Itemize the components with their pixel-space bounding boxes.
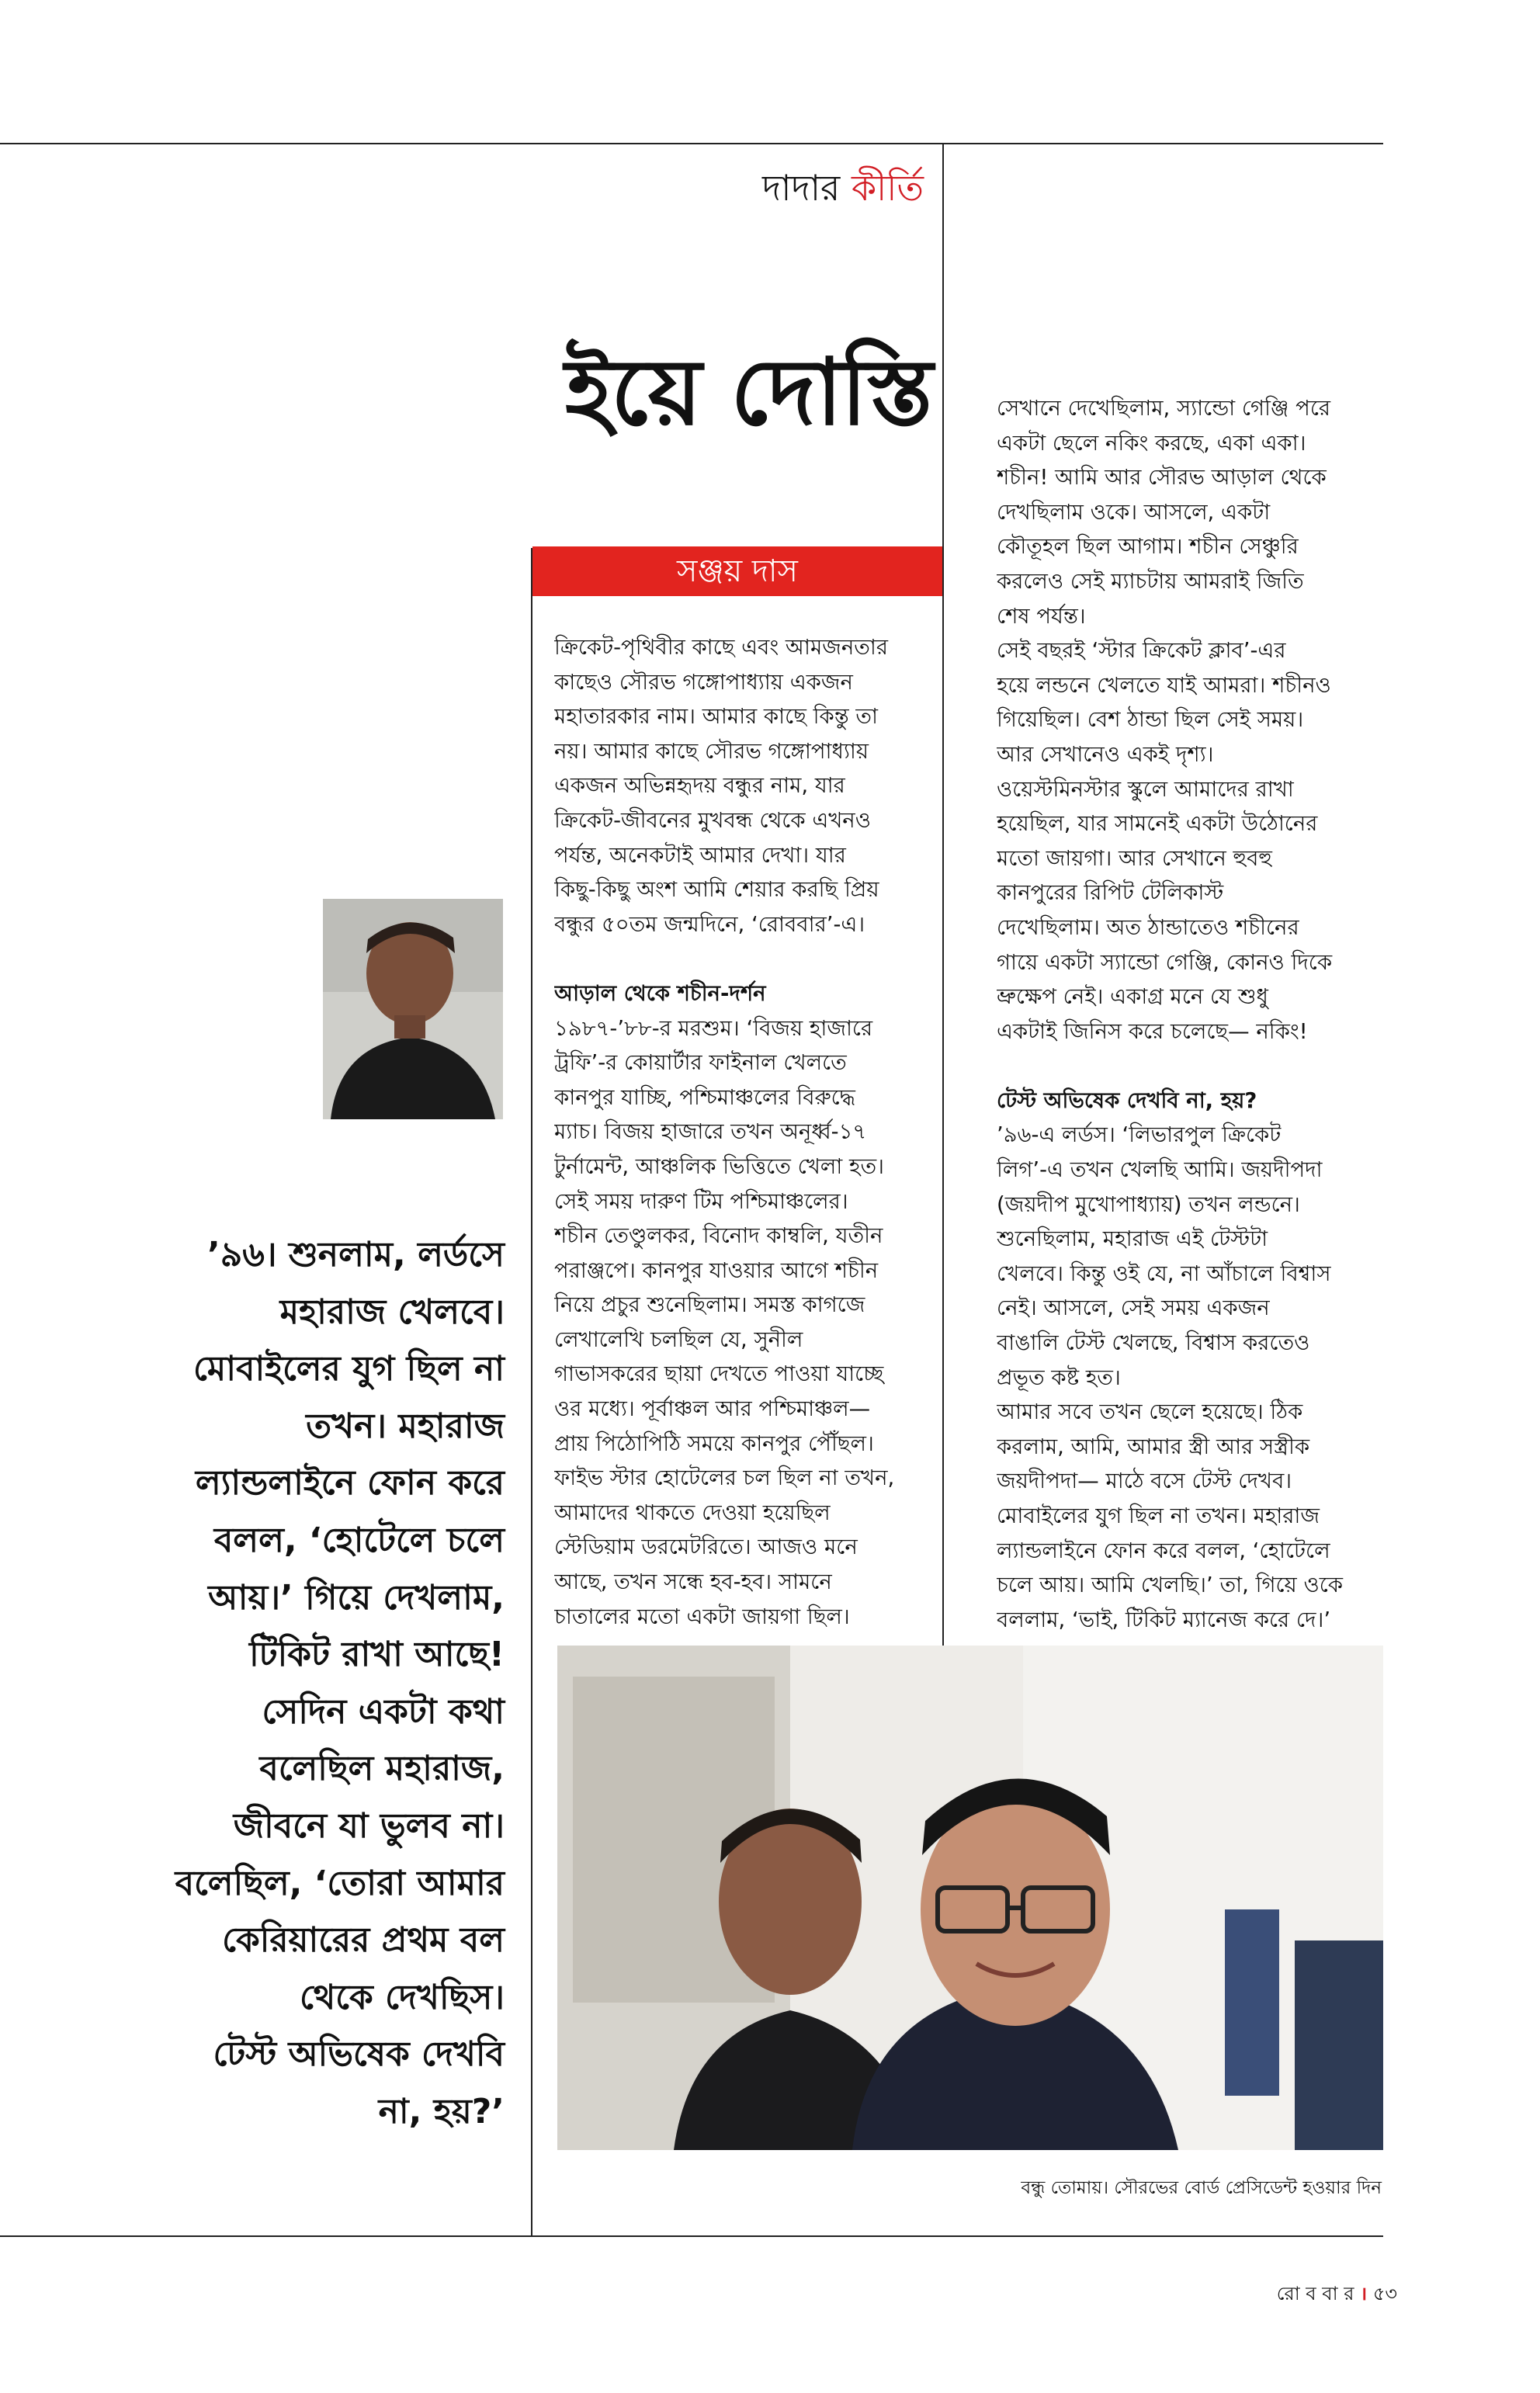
body-line: করলেও সেই ম্যাচটায় আমরাই জিতি xyxy=(997,568,1304,594)
body-line: সেখানে দেখেছিলাম, স্যান্ডো গেঞ্জি পরে xyxy=(997,396,1330,421)
subheading: টেস্ট অভিষেক দেখবি না, হয়? xyxy=(997,1087,1257,1113)
pull-quote-line: তখন। মহারাজ xyxy=(306,1406,505,1446)
body-line: আমার সবে তখন ছেলে হয়েছে। ঠিক xyxy=(997,1399,1303,1425)
article-headline: ইয়ে দোস্তি xyxy=(564,338,931,446)
article-column-1 xyxy=(554,630,925,1634)
body-line: পর্যন্ত, অনেকটাই আমার দেখা। যার xyxy=(554,842,846,868)
body-line: ল্যান্ডলাইনে ফোন করে বলল, ‘হোটেলে xyxy=(997,1538,1330,1563)
byline: সঞ্জয় দাস xyxy=(532,546,942,596)
body-line: নিয়ে প্রচুর শুনেছিলাম। সমস্ত কাগজে xyxy=(554,1292,865,1318)
pull-quote-line: বলেছিল, ‘তোরা আমার xyxy=(175,1863,505,1903)
top-rule xyxy=(0,143,1383,144)
body-line: লেখালেখি চলছিল যে, সুনীল xyxy=(554,1327,803,1352)
pull-quote-line: টেস্ট অভিষেক দেখবি xyxy=(213,2034,505,2075)
body-line: কাছেও সৌরভ গঙ্গোপাধ্যায় একজন xyxy=(554,669,853,695)
pull-quote-line: কেরিয়ারের প্রথম বল xyxy=(222,1920,505,1961)
body-line: একটাই জিনিস করে চলেছে— নকিং! xyxy=(997,1018,1308,1044)
body-line: লিগ’-এ তখন খেলছি আমি। জয়দীপদা xyxy=(997,1157,1323,1183)
body-line: ট্রফি’-র কোয়ার্টার ফাইনাল খেলতে xyxy=(554,1050,847,1076)
photo-image xyxy=(557,1646,1383,2150)
body-line: দেখছিলাম ওকে। আসলে, একটা xyxy=(997,499,1271,525)
body-line: গাভাসকরের ছায়া দেখতে পাওয়া যাচ্ছে xyxy=(554,1361,884,1387)
body-line: গায়ে একটা স্যান্ডো গেঞ্জি, কোনও দিকে xyxy=(997,949,1333,975)
pull-quote-line: মহারাজ খেলবে। xyxy=(279,1292,505,1332)
pull-quote-line: মোবাইলের যুগ ছিল না xyxy=(192,1349,505,1389)
footer-separator: । xyxy=(1360,2283,1368,2305)
body-line: বন্ধুর ৫০তম জন্মদিনে, ‘রোববার’-এ। xyxy=(554,911,865,937)
body-line: হয়ে লন্ডনে খেলতে যাই আমরা। শচীনও xyxy=(997,672,1331,698)
main-photo xyxy=(557,1646,1383,2150)
body-line: ম্যাচ। বিজয় হাজারে তখন অনূর্ধ্ব-১৭ xyxy=(554,1119,867,1145)
page-footer xyxy=(1203,2280,1397,2307)
body-line: শুনেছিলাম, মহারাজ এই টেস্টটা xyxy=(997,1226,1268,1252)
pull-quote-line: আয়।’ গিয়ে দেখলাম, xyxy=(208,1577,505,1618)
body-line: সেই সময় দারুণ টিম পশ্চিমাঞ্চলের। xyxy=(554,1188,848,1214)
body-line xyxy=(554,942,925,976)
bottom-rule xyxy=(0,2235,1383,2237)
body-line: কিছু-কিছু অংশ আমি শেয়ার করছি প্রিয় xyxy=(554,877,879,903)
portrait-image xyxy=(323,899,503,1119)
body-line: নয়। আমার কাছে সৌরভ গঙ্গোপাধ্যায় xyxy=(554,738,869,764)
body-line: নেই। আসলে, সেই সময় একজন xyxy=(997,1295,1270,1321)
body-line: পরাঞ্জপে। কানপুর যাওয়ার আগে শচীন xyxy=(554,1257,879,1283)
body-line: ওর মধ্যে। পূর্বাঞ্চল আর পশ্চিমাঞ্চল— xyxy=(554,1396,871,1422)
body-line: কানপুর যাচ্ছি, পশ্চিমাঞ্চলের বিরুদ্ধে xyxy=(554,1084,855,1110)
body-line: মোবাইলের যুগ ছিল না তখন। মহারাজ xyxy=(997,1503,1320,1528)
pull-quote-line: জীবনে যা ভুলব না। xyxy=(233,1805,505,1846)
pull-quote-line: ল্যান্ডলাইনে ফোন করে xyxy=(195,1463,505,1503)
body-line: বললাম, ‘ভাই, টিকিট ম্যানেজ করে দে।’ xyxy=(997,1607,1331,1632)
body-line: শেষ পর্যন্ত। xyxy=(997,603,1086,629)
body-line: মহাতারকার নাম। আমার কাছে কিন্তু তা xyxy=(554,704,879,730)
body-line: বাঙালি টেস্ট খেলছে, বিশ্বাস করতেও xyxy=(997,1330,1310,1356)
body-line xyxy=(997,1049,1385,1084)
body-line: একজন অভিন্নহৃদয় বন্ধুর নাম, যার xyxy=(554,773,845,799)
body-line: শচীন তেণ্ডুলকর, বিনোদ কাম্বলি, যতীন xyxy=(554,1223,883,1249)
pull-quote-line: বলেছিল মহারাজ, xyxy=(259,1749,505,1789)
pull-quote-line: সেদিন একটা কথা xyxy=(262,1691,505,1732)
body-line: ভ্রুক্ষেপ নেই। একাগ্র মনে যে শুধু xyxy=(997,984,1268,1010)
body-line: কানপুরের রিপিট টেলিকাস্ট xyxy=(997,880,1224,906)
body-line: চাতালের মতো একটা জায়গা ছিল। xyxy=(554,1604,850,1629)
section-kicker xyxy=(722,165,924,211)
pull-quote-line: টিকিট রাখা আছে! xyxy=(249,1635,505,1675)
pull-quote-line: ’৯৬। শুনলাম, লর্ডসে xyxy=(207,1235,505,1275)
body-line: দেখেছিলাম। অত ঠান্ডাতেও শচীনের xyxy=(997,914,1299,940)
body-line: প্রায় পিঠোপিঠি সময়ে কানপুর পৌঁছল। xyxy=(554,1431,874,1456)
body-line: ’৯৬-এ লর্ডস। ‘লিভারপুল ক্রিকেট xyxy=(997,1122,1282,1148)
column-divider-left xyxy=(531,548,532,2237)
body-line: আমাদের থাকতে দেওয়া হয়েছিল xyxy=(554,1500,831,1525)
body-line: ওয়েস্টমিনস্টার স্কুলে আমাদের রাখা xyxy=(997,776,1294,802)
pull-quote-line: বলল, ‘হোটেলে চলে xyxy=(213,1520,505,1560)
subheading: আড়াল থেকে শচীন-দর্শন xyxy=(554,980,766,1006)
body-line: জয়দীপদা— মাঠে বসে টেস্ট দেখব। xyxy=(997,1469,1292,1494)
article-column-2 xyxy=(997,391,1385,1637)
body-line: টুর্নামেন্ট, আঞ্চলিক ভিত্তিতে খেলা হত। xyxy=(554,1153,884,1179)
body-line: চলে আয়। আমি খেলছি।’ তা, গিয়ে ওকে xyxy=(997,1573,1343,1598)
column-divider-main xyxy=(942,144,944,1698)
body-line: ক্রিকেট-পৃথিবীর কাছে এবং আমজনতার xyxy=(554,635,889,660)
body-line: মতো জায়গা। আর সেখানে হুবহু xyxy=(997,845,1272,871)
body-line: (জয়দীপ মুখোপাধ্যায়) তখন লন্ডনে। xyxy=(997,1191,1300,1217)
body-line: একটা ছেলে নকিং করছে, একা একা। xyxy=(997,430,1306,456)
publication-name: রো ব বা র xyxy=(1276,2283,1354,2305)
body-line: খেলবে। কিন্তু ওই যে, না আঁচালে বিশ্বাস xyxy=(997,1261,1331,1286)
kicker-prefix: দাদার xyxy=(762,167,841,209)
kicker-highlight: কীর্তি xyxy=(851,167,924,209)
pull-quote-line: না, হয়?’ xyxy=(378,2091,505,2131)
page-number: ৫৩ xyxy=(1372,2283,1397,2305)
body-line: শচীন! আমি আর সৌরভ আড়াল থেকে xyxy=(997,465,1327,491)
body-line: করলাম, আমি, আমার স্ত্রী আর সস্ত্রীক xyxy=(997,1434,1310,1459)
pull-quote-line: থেকে দেখছিস। xyxy=(299,1977,505,2017)
body-line: স্টেডিয়াম ডরমেটরিতে। আজও মনে xyxy=(554,1535,858,1560)
body-line: আর সেখানেও একই দৃশ্য। xyxy=(997,741,1214,767)
body-line: ফাইভ স্টার হোটেলের চল ছিল না তখন, xyxy=(554,1465,895,1491)
author-portrait xyxy=(323,899,503,1119)
body-line: গিয়েছিল। বেশ ঠান্ডা ছিল সেই সময়। xyxy=(997,707,1304,733)
body-line: কৌতূহল ছিল আগাম। শচীন সেঞ্চুরি xyxy=(997,534,1299,560)
pull-quote xyxy=(140,1226,505,2141)
body-line: সেই বছরই ‘স্টার ক্রিকেট ক্লাব’-এর xyxy=(997,638,1286,664)
body-line: ১৯৮৭-’৮৮-র মরশুম। ‘বিজয় হাজারে xyxy=(554,1015,873,1041)
body-line: প্রভূত কষ্ট হত। xyxy=(997,1365,1121,1390)
photo-caption: বন্ধু তোমায়। সৌরভের বোর্ড প্রেসিডেন্ট হওয়ার দিন xyxy=(1021,2178,1382,2198)
body-line: ক্রিকেট-জীবনের মুখবন্ধ থেকে এখনও xyxy=(554,807,871,833)
body-line: হয়েছিল, যার সামনেই একটা উঠোনের xyxy=(997,811,1318,837)
body-line: আছে, তখন সন্ধে হব-হব। সামনে xyxy=(554,1569,832,1595)
